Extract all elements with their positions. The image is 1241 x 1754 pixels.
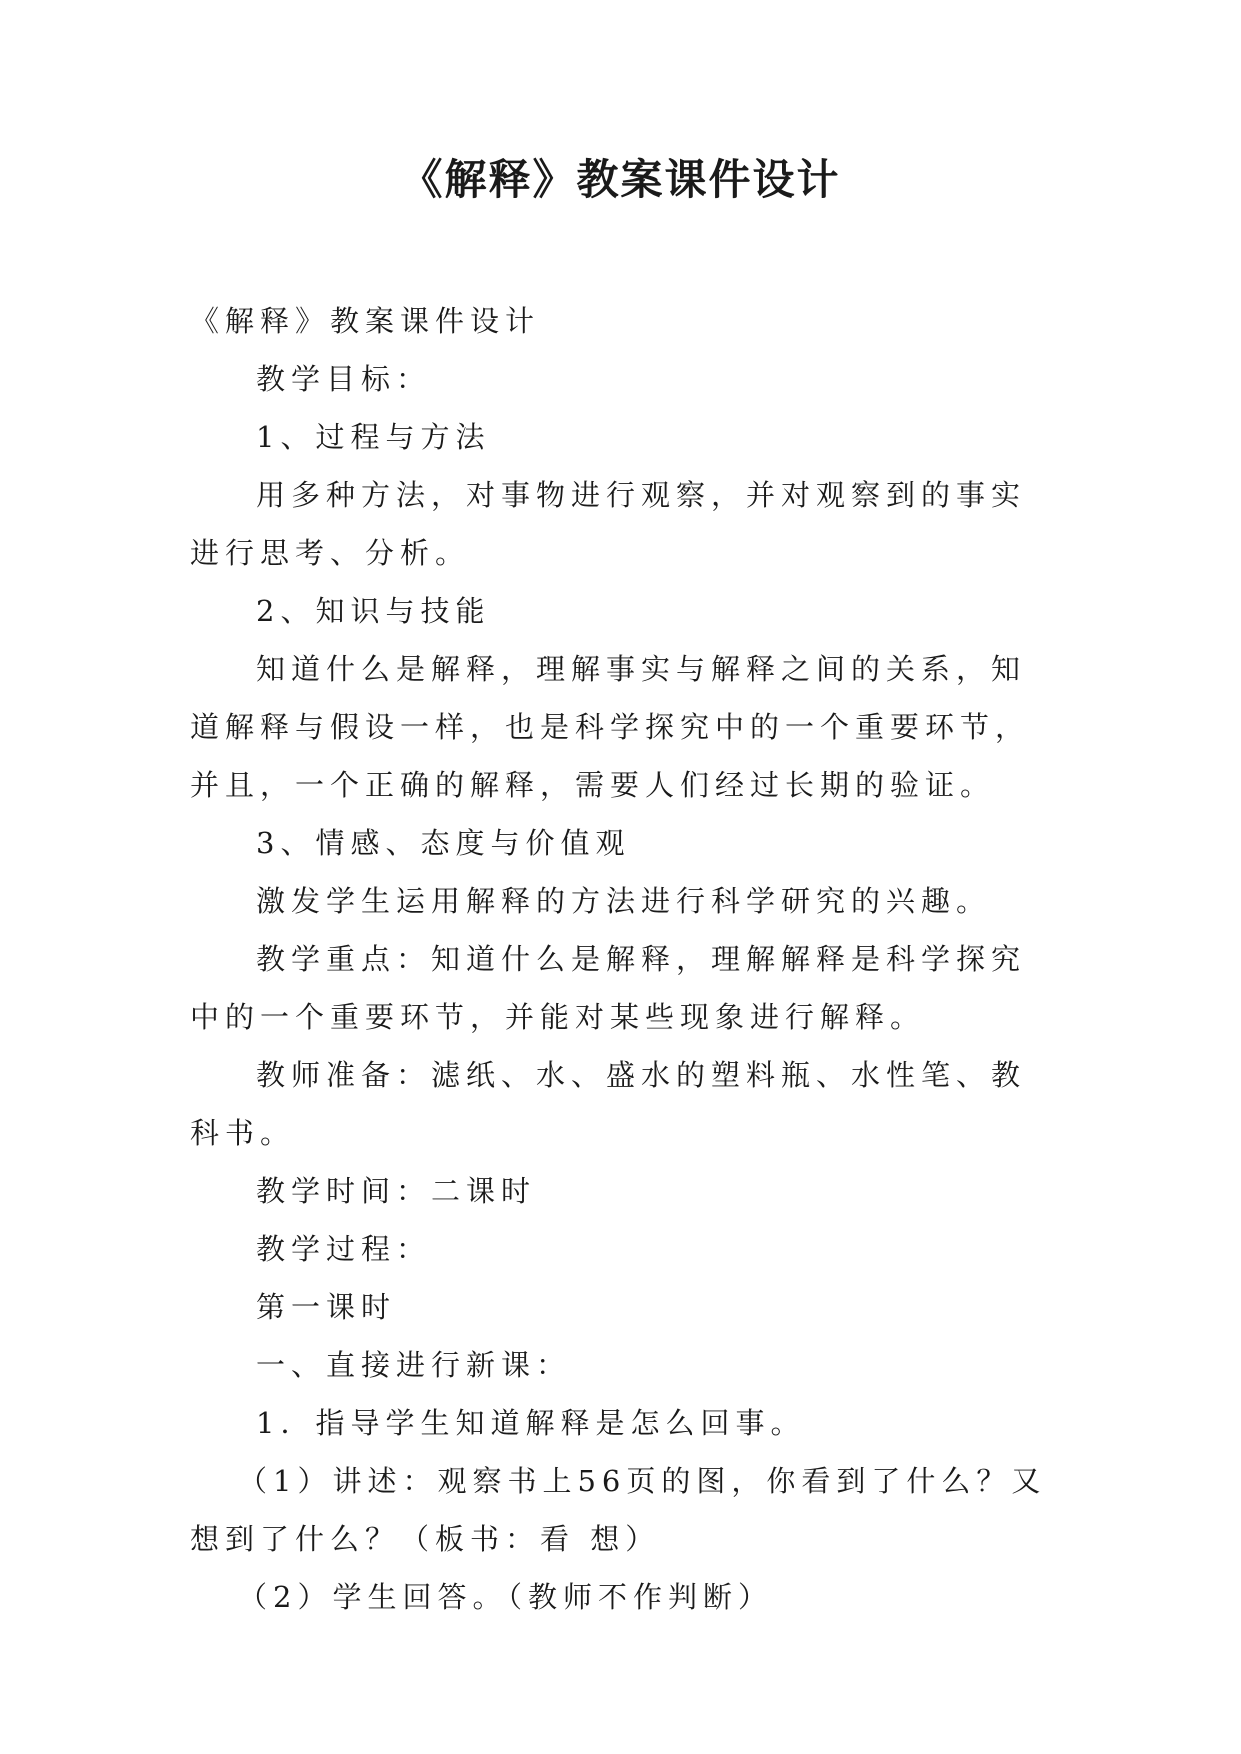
paragraph-subtitle: 《解释》教案课件设计: [190, 304, 541, 338]
paragraph-objective-1-text: 用多种方法，对事物进行观察，并对观察到的事实进行思考、分析。: [190, 478, 1027, 570]
paragraph-step-1-1: （1）讲述：观察书上56页的图，你看到了什么？又想到了什么？（板书：看 想）: [190, 1464, 1047, 1556]
paragraph-section-1: 一、直接进行新课：: [256, 1348, 572, 1382]
document-title: 《解释》教案课件设计: [400, 155, 841, 204]
paragraph-process-heading: 教学过程：: [256, 1232, 432, 1266]
paragraph-objective-2-heading: 2、知识与技能: [256, 594, 491, 628]
paragraph-objectives-heading: 教学目标：: [256, 362, 432, 396]
paragraph-teacher-prep: 教师准备：滤纸、水、盛水的塑料瓶、水性笔、教科书。: [190, 1058, 1027, 1150]
paragraph-step-1: 1．指导学生知道解释是怎么回事。: [256, 1406, 806, 1440]
paragraph-objective-3-heading: 3、情感、态度与价值观: [256, 826, 631, 860]
paragraph-teaching-time: 教学时间：二课时: [256, 1174, 537, 1208]
paragraph-objective-2-text: 知道什么是解释，理解事实与解释之间的关系，知道解释与假设一样，也是科学探究中的一个重要环节，并且，一个正确的解释，需要人们经过长期的验证。: [190, 652, 1031, 802]
paragraph-key-points: 教学重点：知道什么是解释，理解解释是科学探究中的一个重要环节，并能对某些现象进行解释。: [190, 942, 1027, 1034]
paragraph-lesson-1: 第一课时: [256, 1290, 397, 1324]
paragraph-step-1-2: （2）学生回答。（教师不作判断）: [238, 1580, 773, 1614]
paragraph-objective-1-heading: 1、过程与方法: [256, 420, 491, 454]
paragraph-objective-3-text: 激发学生运用解释的方法进行科学研究的兴趣。: [256, 884, 992, 918]
document-body: [190, 292, 1058, 1626]
